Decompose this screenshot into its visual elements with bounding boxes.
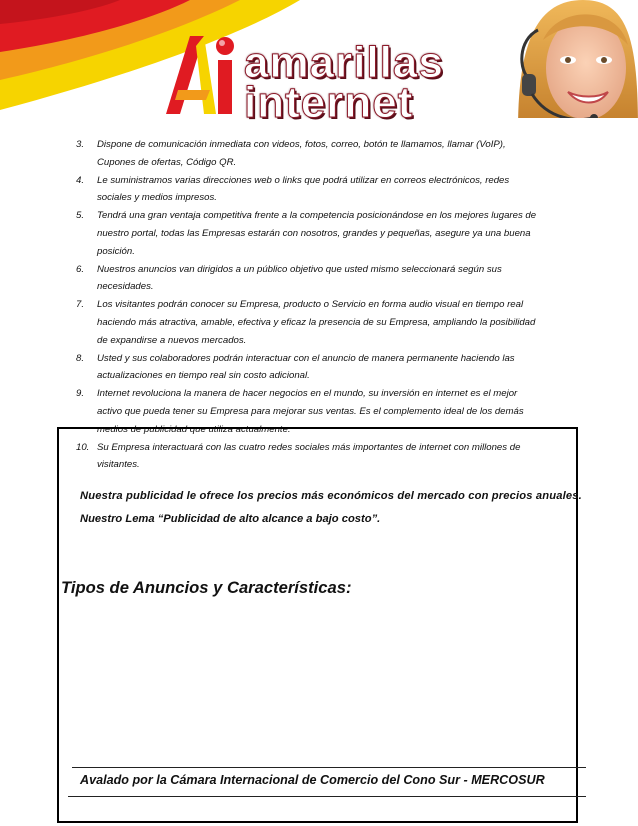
endorsement-line: Avalado por la Cámara Internacional de Comercio del Cono Sur - MERCOSUR	[80, 773, 545, 787]
content-frame	[57, 427, 578, 823]
list-item-number: 5.	[76, 210, 85, 222]
brand-amarillas: amarillas	[244, 38, 444, 87]
list-item-line: Su Empresa interactuará con las cuatro redes sociales más importantes de internet con millones de	[97, 441, 521, 453]
list-item-line: de expandirse a nuevos mercados.	[97, 334, 247, 346]
logo-ai-icon	[160, 30, 242, 120]
list-item-line: haciendo más atractiva, amable, efectiva y eficaz la presencia de su Empresa, ampliando la posibilidad	[97, 316, 536, 328]
list-item-line: Usted y sus colaboradores podrán interactuar con el anuncio de manera permanente haciendo las	[97, 352, 515, 364]
list-item-line: visitantes.	[97, 459, 140, 471]
divider	[68, 796, 586, 797]
list-item-number: 9.	[76, 388, 85, 400]
list-item-line: nuestro portal, todas las Empresas estarán con nosotros, grandes y pequeñas, asegure ya una buena	[97, 227, 531, 239]
list-item-line: activo que pueda tener su Empresa para mejorar sus ventas. Es el complemento ideal de los demás	[97, 405, 524, 417]
list-item-line: Nuestros anuncios van dirigidos a un público objetivo que usted mismo seleccionará según sus	[97, 263, 502, 275]
list-item-line: medios de publicidad que utiliza actualmente.	[97, 423, 291, 435]
list-item-line: Le suministramos varias direcciones web o links que podrá utilizar en correos electrónicos, redes	[97, 174, 510, 186]
list-item-line: posición.	[97, 245, 135, 257]
divider	[72, 767, 586, 768]
operator-avatar-icon	[488, 0, 638, 130]
list-item-line: Tendrá una gran ventaja competitiva frente a la competencia posicionándose en los mejores lugares de	[97, 210, 537, 222]
list-item-number: 4.	[76, 174, 85, 186]
list-item-number: 7.	[76, 299, 85, 311]
list-item	[76, 136, 576, 172]
list-item-line: Cupones de ofertas, Código QR.	[97, 156, 237, 168]
list-item	[76, 296, 576, 349]
list-item-number: 8.	[76, 352, 85, 364]
list-item-line: Los visitantes podrán conocer su Empresa, producto o Servicio en forma audio visual en tiempo real	[97, 299, 524, 311]
list-item-line: necesidades.	[97, 281, 154, 293]
list-item-line: Internet revoluciona la manera de hacer negocios en el mundo, su inversión en internet es el mejor	[97, 388, 518, 400]
brand-internet: internet	[244, 78, 414, 127]
list-item-number: 3.	[76, 139, 85, 150]
list-item-number: 6.	[76, 263, 85, 275]
list-item	[76, 261, 576, 297]
list-item	[76, 172, 576, 208]
header-banner	[0, 0, 638, 130]
section-title: Tipos de Anuncios y Características:	[61, 578, 352, 597]
list-item-line: actualizaciones en tiempo real sin costo adicional.	[97, 370, 310, 382]
promo-line-motto: Nuestro Lema “Publicidad de alto alcance a bajo costo”.	[80, 513, 381, 525]
benefits-list	[76, 136, 576, 474]
list-item-line: Dispone de comunicación inmediata con videos, fotos, correo, botón te llamamos, llamar (VoIP),	[97, 139, 506, 150]
list-item	[76, 207, 576, 260]
list-item-line: sociales y medios impresos.	[97, 192, 217, 204]
list-item-number: 10.	[76, 441, 90, 453]
list-item	[76, 350, 576, 386]
promo-line-prices: Nuestra publicidad le ofrece los precios más económicos del mercado con precios anuales.	[80, 490, 582, 502]
